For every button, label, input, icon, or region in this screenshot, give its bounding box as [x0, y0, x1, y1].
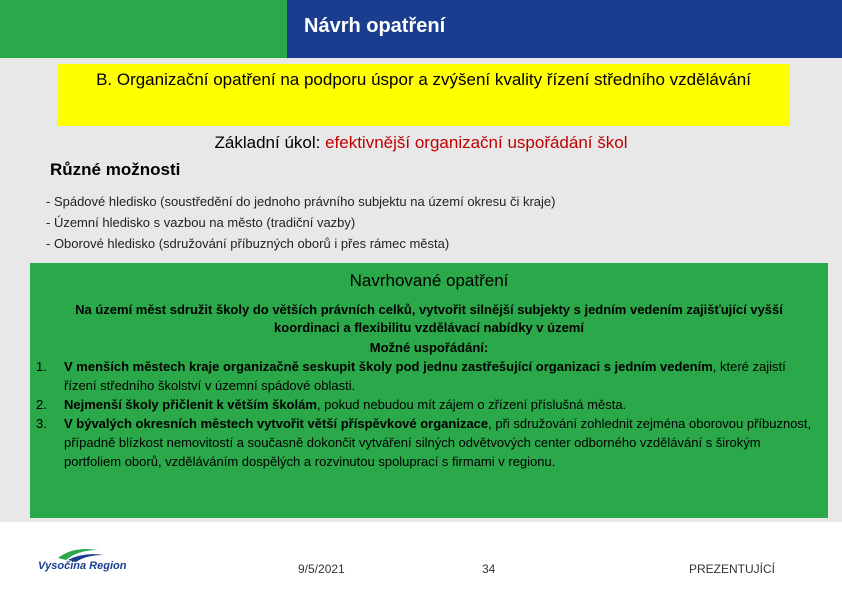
options-title: Různé možnosti: [50, 160, 181, 179]
proposal-intro: Na území měst sdružit školy do větších právních celků, vytvořit silnější subjekty s jedním vedením zajišťující vyšší koordinaci a flexibilitu vzdělávací nabídky v území: [75, 302, 783, 335]
vysocina-logo: [38, 546, 138, 574]
page-number: 34: [482, 562, 496, 576]
step-rest: , které zajistí řízení středního školství v územní spádové oblasti.: [64, 359, 786, 393]
page-title: Návrh opatření: [287, 0, 842, 58]
step-rest: , při sdružování zohlednit zejména oborovou příbuznost, případně blízkost nemovitostí a současně dokončit vytváření silných odvětvových center odborného vzdělávání s širokým portfoliem oborů, vzděláváním dospělých a rozvinutou spoluprací s firmami v regionu.: [64, 416, 812, 469]
steps-list: [36, 357, 816, 471]
footer-presenter: PREZENTUJÍCÍ: [689, 562, 776, 576]
step-bold: Nejmenší školy přičlenit k větším školám: [64, 397, 317, 412]
step-number: 3.: [36, 416, 47, 431]
list-item: - Územní hledisko s vazbou na město (tradiční vazby): [46, 215, 356, 230]
basic-task-text: efektivnější organizační uspořádání škol: [325, 133, 628, 152]
step-bold: V menších městech kraje organizačně seskupit školy pod jednu zastřešující organizaci s jedním vedením: [64, 359, 713, 374]
basic-task-label: Základní úkol:: [214, 133, 326, 152]
list-item: - Oborové hledisko (sdružování příbuzných oborů i přes rámec města): [46, 236, 450, 251]
step-bold: V bývalých okresních městech vytvořit větší příspěvkové organizace: [64, 416, 489, 431]
step-rest: , pokud nebudou mít zájem o zřízení příslušná města.: [316, 397, 627, 412]
step-number: 2.: [36, 397, 47, 412]
options-list: [46, 191, 555, 254]
section-b-title: B. Organizační opatření na podporu úspor a zvýšení kvality řízení středního vzdělávání: [57, 64, 790, 126]
step-number: 1.: [36, 359, 47, 374]
footer-date: 9/5/2021: [298, 562, 345, 576]
logo-text: Vysočina Region: [38, 560, 127, 572]
arrangement-label: Možné uspořádání:: [369, 340, 489, 355]
header-green-block: [0, 0, 287, 58]
list-item: [36, 395, 816, 414]
list-item: [36, 414, 816, 471]
proposal-box: [30, 263, 828, 518]
basic-task: [0, 133, 842, 153]
list-item: - Spádové hledisko (soustředění do jednoho právního subjektu na území okresu či kraje): [46, 194, 556, 209]
list-item: [36, 357, 816, 395]
proposal-title: Navrhované opatření: [349, 271, 509, 290]
